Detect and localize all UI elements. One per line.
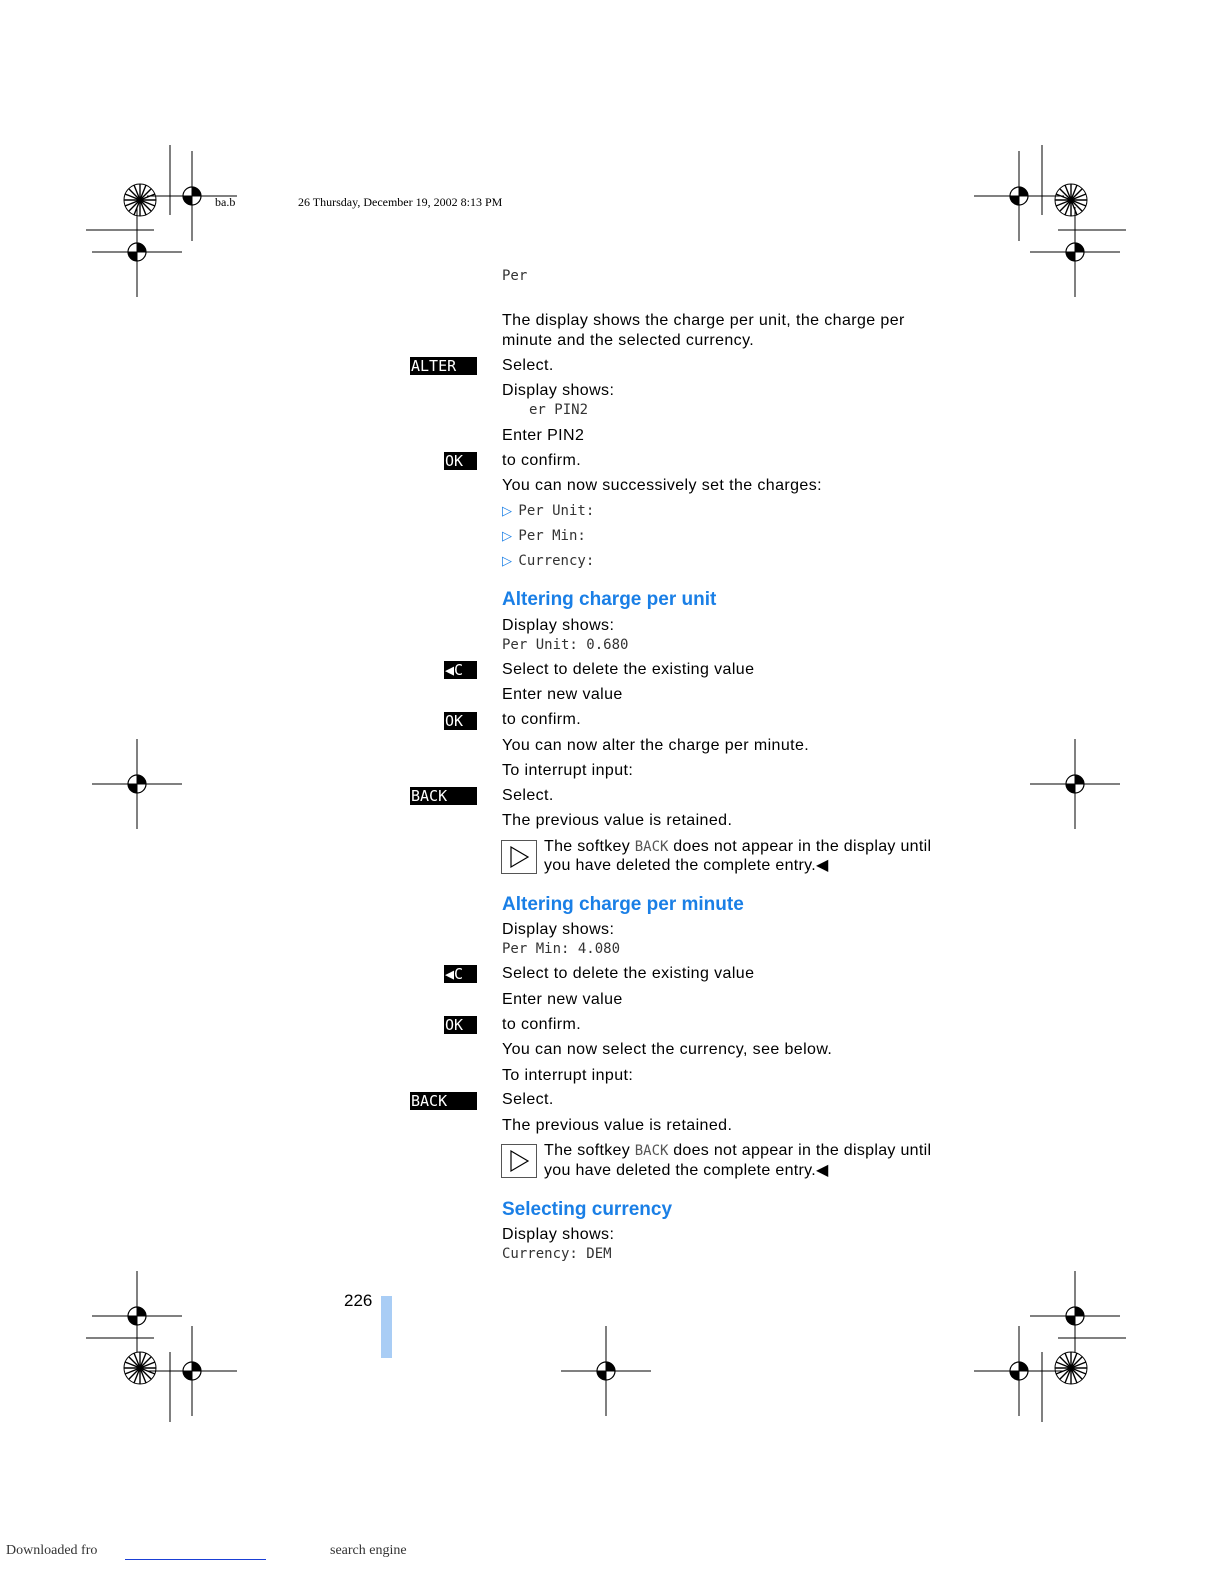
softkey-back[interactable]: BACK — [410, 1092, 477, 1110]
softkey-back[interactable]: BACK — [410, 787, 477, 805]
footer-left: Downloaded fro — [6, 1543, 98, 1558]
step-confirm: to confirm. — [502, 452, 582, 469]
step-select: Select. — [502, 787, 554, 804]
display-shows-label: Display shows: — [502, 921, 615, 938]
step-confirm: to confirm. — [502, 711, 582, 728]
step-retained: The previous value is retained. — [502, 812, 733, 829]
softkey-alter[interactable]: ALTER — [410, 357, 477, 375]
heading-currency: Selecting currency — [502, 1199, 673, 1220]
footer-link-underline[interactable] — [125, 1559, 266, 1560]
step-interrupt: To interrupt input: — [502, 1067, 634, 1084]
heading-per-unit: Altering charge per unit — [502, 589, 717, 610]
note-line-1: The softkey BACK does not appear in the display until — [544, 838, 932, 855]
display-currency: Currency: DEM — [502, 1246, 612, 1262]
header-filename: ba.b — [215, 195, 236, 209]
step-select: Select. — [502, 357, 554, 374]
note-arrow-icon — [501, 840, 537, 874]
footer-right: search engine — [330, 1543, 407, 1558]
reg-mark-mid-right — [1030, 739, 1120, 829]
step-enter-pin: Enter PIN2 — [502, 427, 585, 444]
note-line-2: you have deleted the complete entry.◀ — [544, 857, 829, 874]
page-number: 226 — [344, 1291, 373, 1310]
step-delete: Select to delete the existing value — [502, 661, 755, 678]
intro-line-1: The display shows the charge per unit, the charge per — [502, 312, 905, 329]
softkey-clear[interactable]: ◀C — [444, 661, 477, 679]
reg-mark-bottom-center — [561, 1326, 651, 1416]
step-interrupt: To interrupt input: — [502, 762, 634, 779]
display-shows-label: Display shows: — [502, 1226, 615, 1243]
reg-mark-bottom-left — [86, 1271, 237, 1422]
list-item — [502, 526, 586, 546]
display-per-unit: Per Unit: 0.680 — [502, 637, 629, 653]
step-successive: You can now successively set the charges: — [502, 477, 822, 494]
display-top: Per — [502, 268, 528, 284]
softkey-ok[interactable]: OK — [444, 452, 477, 470]
note-line-2: you have deleted the complete entry.◀ — [544, 1162, 829, 1179]
softkey-clear[interactable]: ◀C — [444, 965, 477, 983]
note-line-1: The softkey BACK does not appear in the display until — [544, 1142, 932, 1159]
reg-mark-top-right — [974, 145, 1126, 297]
step-enter-new: Enter new value — [502, 991, 623, 1008]
note-softkey: BACK — [634, 1143, 669, 1159]
intro-line-2: minute and the selected currency. — [502, 332, 755, 349]
display-per-min: Per Min: 4.080 — [502, 941, 621, 957]
list-item — [502, 551, 594, 571]
step-next: You can now select the currency, see below. — [502, 1041, 833, 1058]
softkey-ok[interactable]: OK — [444, 1016, 477, 1034]
triangle-bullet-icon: ▷ — [502, 553, 513, 568]
step-delete: Select to delete the existing value — [502, 965, 755, 982]
step-enter-new: Enter new value — [502, 686, 623, 703]
step-next: You can now alter the charge per minute. — [502, 737, 810, 754]
reg-mark-bottom-right — [974, 1271, 1126, 1422]
heading-per-minute: Altering charge per minute — [502, 894, 744, 915]
reg-mark-top-left — [86, 145, 237, 297]
header-timestamp: 26 Thursday, December 19, 2002 8:13 PM — [298, 195, 503, 209]
list-item — [502, 501, 594, 521]
display-pin: er PIN2 — [529, 402, 589, 418]
bullet-per-unit: Per Unit: — [518, 503, 595, 519]
display-shows-label: Display shows: — [502, 382, 615, 399]
display-shows-label: Display shows: — [502, 617, 615, 634]
bullet-currency: Currency: — [518, 553, 595, 569]
page-tab — [381, 1296, 392, 1358]
softkey-ok[interactable]: OK — [444, 712, 477, 730]
bullet-per-min: Per Min: — [518, 528, 586, 544]
reg-mark-mid-left — [92, 739, 182, 829]
step-retained: The previous value is retained. — [502, 1117, 733, 1134]
note-arrow-icon — [501, 1144, 537, 1178]
triangle-bullet-icon: ▷ — [502, 528, 513, 543]
note-softkey: BACK — [634, 839, 669, 855]
step-select: Select. — [502, 1091, 554, 1108]
triangle-bullet-icon: ▷ — [502, 503, 513, 518]
step-confirm: to confirm. — [502, 1016, 582, 1033]
